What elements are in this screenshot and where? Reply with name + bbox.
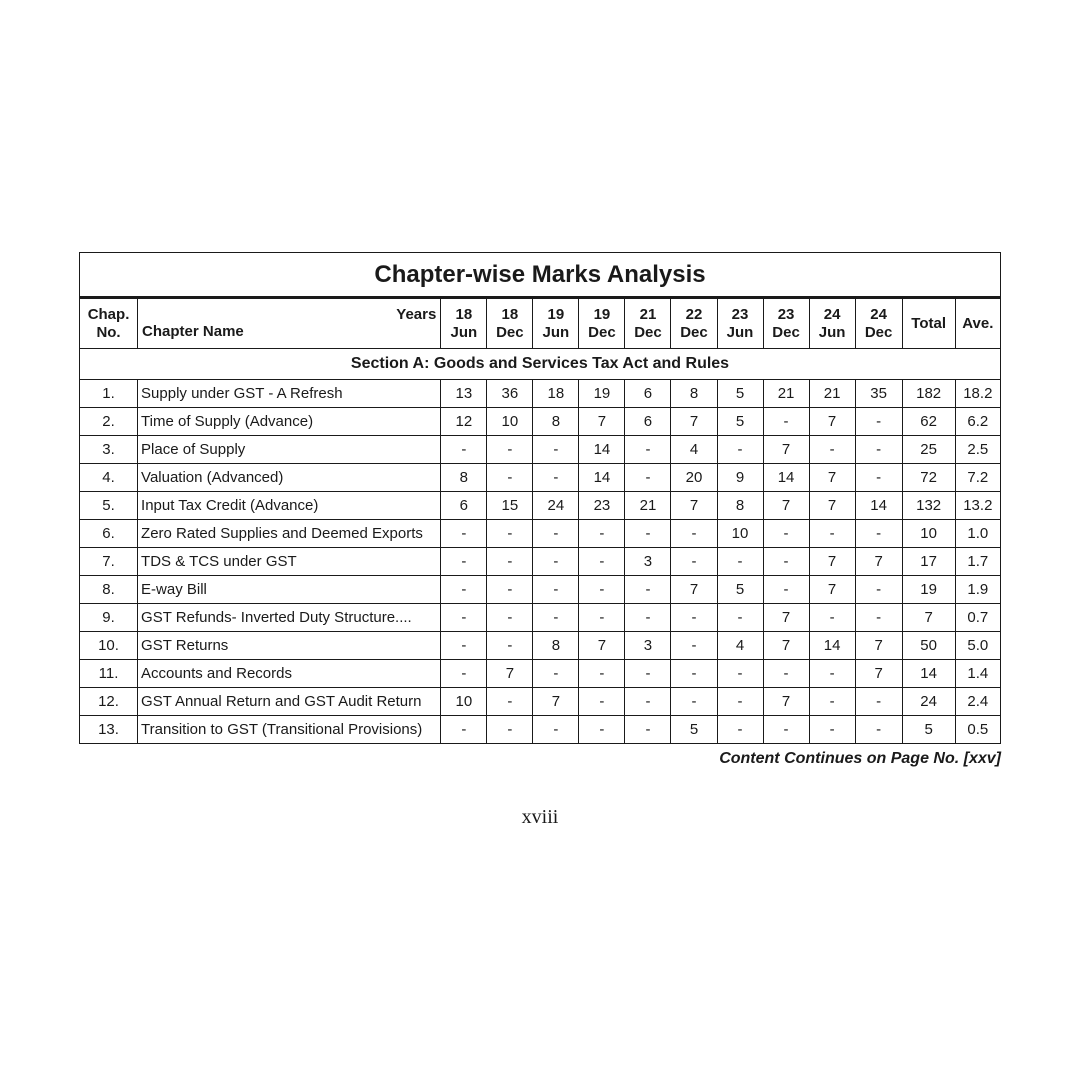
average-cell: 7.2 (955, 464, 1000, 492)
marks-cell: 21 (763, 380, 809, 408)
total-cell: 182 (902, 380, 955, 408)
table-row (80, 408, 1001, 436)
marks-cell: - (809, 604, 855, 632)
table-body (80, 349, 1001, 744)
marks-cell: 8 (717, 492, 763, 520)
chapter-number: 1. (80, 380, 138, 408)
marks-cell: - (533, 548, 579, 576)
marks-cell: 7 (487, 660, 533, 688)
table-row (80, 548, 1001, 576)
marks-cell: 6 (625, 408, 671, 436)
chapter-name: E-way Bill (138, 576, 441, 604)
year-header-month: Dec (680, 323, 708, 341)
marks-cell: 8 (671, 380, 717, 408)
marks-cell: 8 (533, 408, 579, 436)
marks-cell: - (441, 716, 487, 744)
marks-cell: - (579, 520, 625, 548)
total-cell: 25 (902, 436, 955, 464)
year-header-month: Dec (496, 323, 524, 341)
marks-cell: - (717, 548, 763, 576)
average-cell: 1.7 (955, 548, 1000, 576)
marks-cell: 10 (717, 520, 763, 548)
marks-cell: 7 (763, 436, 809, 464)
chapter-name-header (138, 298, 441, 349)
marks-cell: 14 (855, 492, 902, 520)
total-cell: 50 (902, 632, 955, 660)
marks-cell: - (441, 436, 487, 464)
marks-cell: - (487, 548, 533, 576)
year-column-header (717, 298, 763, 349)
marks-cell: - (763, 576, 809, 604)
chapter-name: Place of Supply (138, 436, 441, 464)
marks-cell: 7 (763, 632, 809, 660)
marks-cell: - (763, 660, 809, 688)
marks-cell: - (855, 408, 902, 436)
total-cell: 14 (902, 660, 955, 688)
marks-cell: 21 (809, 380, 855, 408)
marks-cell: 7 (671, 492, 717, 520)
average-cell: 0.5 (955, 716, 1000, 744)
marks-cell: - (487, 576, 533, 604)
table-row (80, 604, 1001, 632)
marks-cell: 14 (809, 632, 855, 660)
marks-cell: - (579, 604, 625, 632)
marks-cell: 18 (533, 380, 579, 408)
year-header-year: 23 (777, 305, 795, 323)
marks-cell: 6 (441, 492, 487, 520)
chapter-number: 5. (80, 492, 138, 520)
marks-cell: - (671, 604, 717, 632)
year-column-header (809, 298, 855, 349)
chapter-number: 10. (80, 632, 138, 660)
marks-cell: - (763, 548, 809, 576)
marks-cell: - (855, 716, 902, 744)
marks-cell: 6 (625, 380, 671, 408)
marks-cell: 7 (763, 492, 809, 520)
marks-cell: - (625, 716, 671, 744)
chapter-name: Supply under GST - A Refresh (138, 380, 441, 408)
marks-cell: 5 (717, 576, 763, 604)
average-cell: 13.2 (955, 492, 1000, 520)
marks-cell: - (441, 576, 487, 604)
years-label: Years (396, 306, 437, 323)
marks-cell: - (579, 548, 625, 576)
table-row (80, 492, 1001, 520)
average-cell: 2.5 (955, 436, 1000, 464)
chapter-name: Time of Supply (Advance) (138, 408, 441, 436)
chapter-number: 2. (80, 408, 138, 436)
average-cell: 6.2 (955, 408, 1000, 436)
marks-cell: 7 (579, 408, 625, 436)
marks-cell: - (441, 660, 487, 688)
marks-cell: - (809, 660, 855, 688)
table-row (80, 576, 1001, 604)
marks-cell: 3 (625, 548, 671, 576)
marks-cell: 12 (441, 408, 487, 436)
marks-cell: - (625, 604, 671, 632)
chapter-name: TDS & TCS under GST (138, 548, 441, 576)
chapter-number: 3. (80, 436, 138, 464)
year-header-month: Jun (818, 323, 846, 341)
marks-cell: - (579, 576, 625, 604)
year-header-month: Dec (634, 323, 662, 341)
marks-cell: - (487, 520, 533, 548)
marks-cell: 21 (625, 492, 671, 520)
table-title: Chapter-wise Marks Analysis (80, 253, 1001, 298)
total-cell: 19 (902, 576, 955, 604)
table-header-row (80, 298, 1001, 349)
marks-cell: - (625, 520, 671, 548)
marks-analysis-table (79, 252, 1001, 744)
marks-cell: - (579, 688, 625, 716)
year-column-header (441, 298, 487, 349)
marks-cell: - (579, 660, 625, 688)
average-cell: 2.4 (955, 688, 1000, 716)
chapter-name: Valuation (Advanced) (138, 464, 441, 492)
year-header-month: Dec (588, 323, 616, 341)
marks-cell: - (533, 716, 579, 744)
chapter-name: GST Returns (138, 632, 441, 660)
average-cell: 0.7 (955, 604, 1000, 632)
average-cell: 1.0 (955, 520, 1000, 548)
table-row (80, 520, 1001, 548)
table-row (80, 688, 1001, 716)
marks-cell: 35 (855, 380, 902, 408)
marks-cell: 7 (855, 660, 902, 688)
table-row (80, 380, 1001, 408)
total-cell: 10 (902, 520, 955, 548)
chapter-number: 13. (80, 716, 138, 744)
marks-cell: 3 (625, 632, 671, 660)
average-cell: 18.2 (955, 380, 1000, 408)
marks-cell: 7 (855, 632, 902, 660)
marks-cell: - (487, 632, 533, 660)
marks-cell: 4 (671, 436, 717, 464)
marks-cell: 8 (441, 464, 487, 492)
marks-cell: - (855, 436, 902, 464)
marks-cell: 7 (763, 688, 809, 716)
marks-cell: - (671, 548, 717, 576)
year-header-year: 24 (823, 305, 841, 323)
chapter-name: GST Refunds- Inverted Duty Structure.... (138, 604, 441, 632)
marks-cell: - (855, 520, 902, 548)
total-cell: 5 (902, 716, 955, 744)
chap-no-header-line1: Chap. (87, 305, 130, 323)
total-header: Total (902, 298, 955, 349)
year-header-year: 23 (731, 305, 749, 323)
marks-cell: 14 (579, 436, 625, 464)
marks-cell: 5 (717, 380, 763, 408)
total-cell: 17 (902, 548, 955, 576)
marks-cell: 36 (487, 380, 533, 408)
average-header: Ave. (955, 298, 1000, 349)
marks-cell: 10 (487, 408, 533, 436)
marks-cell: - (763, 520, 809, 548)
marks-cell: - (487, 436, 533, 464)
marks-cell: 10 (441, 688, 487, 716)
year-column-header (763, 298, 809, 349)
year-column-header (579, 298, 625, 349)
marks-cell: - (763, 716, 809, 744)
marks-cell: 5 (717, 408, 763, 436)
total-cell: 7 (902, 604, 955, 632)
year-column-header (487, 298, 533, 349)
chapter-number: 7. (80, 548, 138, 576)
marks-cell: - (625, 688, 671, 716)
marks-cell: 7 (809, 492, 855, 520)
year-header-year: 22 (685, 305, 703, 323)
marks-cell: - (855, 464, 902, 492)
marks-cell: - (763, 408, 809, 436)
marks-cell: - (809, 688, 855, 716)
marks-cell: 8 (533, 632, 579, 660)
year-header-year: 21 (639, 305, 657, 323)
total-cell: 72 (902, 464, 955, 492)
marks-cell: - (855, 604, 902, 632)
total-cell: 132 (902, 492, 955, 520)
chapter-name: Accounts and Records (138, 660, 441, 688)
chapter-number: 9. (80, 604, 138, 632)
year-column-header (855, 298, 902, 349)
marks-cell: - (487, 716, 533, 744)
marks-cell: - (717, 436, 763, 464)
marks-cell: - (717, 660, 763, 688)
chapter-name: Input Tax Credit (Advance) (138, 492, 441, 520)
marks-cell: - (533, 604, 579, 632)
marks-cell: - (441, 520, 487, 548)
marks-cell: - (487, 464, 533, 492)
average-cell: 5.0 (955, 632, 1000, 660)
marks-cell: 24 (533, 492, 579, 520)
average-cell: 1.4 (955, 660, 1000, 688)
marks-cell: - (533, 520, 579, 548)
marks-cell: - (717, 716, 763, 744)
marks-cell: 23 (579, 492, 625, 520)
continuation-note: Content Continues on Page No. [xxv] (719, 750, 1001, 767)
year-header-month: Jun (542, 323, 570, 341)
marks-cell: - (855, 688, 902, 716)
marks-cell: 5 (671, 716, 717, 744)
chapter-name: Transition to GST (Transitional Provisions) (138, 716, 441, 744)
marks-cell: - (809, 520, 855, 548)
chap-no-header-line2: No. (96, 323, 121, 341)
chapter-number: 6. (80, 520, 138, 548)
average-cell: 1.9 (955, 576, 1000, 604)
marks-cell: 7 (809, 408, 855, 436)
marks-cell: 7 (855, 548, 902, 576)
marks-cell: 9 (717, 464, 763, 492)
section-heading: Section A: Goods and Services Tax Act and Rules (80, 349, 1001, 380)
table-row (80, 632, 1001, 660)
chapter-name: GST Annual Return and GST Audit Return (138, 688, 441, 716)
table-row (80, 464, 1001, 492)
marks-cell: 14 (579, 464, 625, 492)
marks-cell: - (487, 604, 533, 632)
marks-cell: 7 (809, 464, 855, 492)
chapter-number: 8. (80, 576, 138, 604)
year-header-year: 24 (870, 305, 887, 323)
year-header-month: Jun (726, 323, 754, 341)
marks-cell: - (717, 604, 763, 632)
year-header-year: 19 (547, 305, 565, 323)
marks-cell: 20 (671, 464, 717, 492)
marks-cell: - (441, 604, 487, 632)
year-header-year: 18 (455, 305, 473, 323)
table-row (80, 660, 1001, 688)
marks-cell: - (625, 660, 671, 688)
marks-cell: - (717, 688, 763, 716)
year-column-header (625, 298, 671, 349)
year-header-year: 19 (593, 305, 611, 323)
marks-cell: - (809, 436, 855, 464)
marks-cell: 7 (809, 576, 855, 604)
marks-cell: - (533, 576, 579, 604)
year-column-header (671, 298, 717, 349)
chapter-number: 12. (80, 688, 138, 716)
marks-cell: 7 (533, 688, 579, 716)
marks-cell: 7 (809, 548, 855, 576)
year-header-month: Dec (864, 323, 893, 341)
marks-cell: - (533, 660, 579, 688)
total-cell: 24 (902, 688, 955, 716)
year-header-month: Jun (450, 323, 478, 341)
chapter-name: Zero Rated Supplies and Deemed Exports (138, 520, 441, 548)
marks-cell: - (625, 464, 671, 492)
marks-cell: - (625, 436, 671, 464)
marks-cell: - (533, 464, 579, 492)
marks-cell: 7 (763, 604, 809, 632)
year-header-month: Dec (772, 323, 800, 341)
marks-cell: 7 (671, 408, 717, 436)
chapter-name-label: Chapter Name (142, 323, 244, 340)
marks-cell: 13 (441, 380, 487, 408)
marks-cell: - (441, 632, 487, 660)
marks-cell: - (855, 576, 902, 604)
marks-cell: 4 (717, 632, 763, 660)
page-number: xviii (521, 806, 559, 828)
table-row (80, 436, 1001, 464)
marks-cell: 7 (579, 632, 625, 660)
marks-cell: 15 (487, 492, 533, 520)
total-cell: 62 (902, 408, 955, 436)
marks-cell: 14 (763, 464, 809, 492)
marks-cell: 19 (579, 380, 625, 408)
year-header-year: 18 (501, 305, 519, 323)
marks-cell: 7 (671, 576, 717, 604)
chap-no-header (80, 298, 138, 349)
marks-cell: - (441, 548, 487, 576)
marks-cell: - (671, 688, 717, 716)
chapter-number: 4. (80, 464, 138, 492)
marks-cell: - (579, 716, 625, 744)
table-row (80, 716, 1001, 744)
chapter-number: 11. (80, 660, 138, 688)
year-column-header (533, 298, 579, 349)
marks-cell: - (671, 520, 717, 548)
marks-cell: - (809, 716, 855, 744)
marks-cell: - (671, 632, 717, 660)
marks-cell: - (487, 688, 533, 716)
marks-cell: - (533, 436, 579, 464)
marks-cell: - (625, 576, 671, 604)
marks-cell: - (671, 660, 717, 688)
